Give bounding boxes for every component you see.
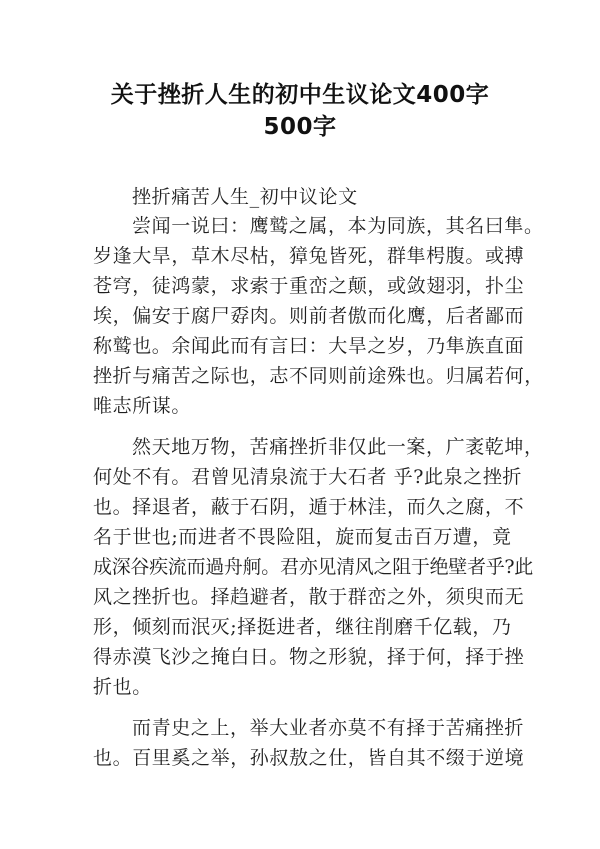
paragraph-line: 也。百里奚之举，孙叔敖之仕，皆自其不缀于逆境: [93, 747, 525, 769]
paragraph-line: 挫折与痛苦之际也，志不同则前途殊也。归属若何，: [93, 365, 544, 387]
paragraph-line: 名于世也;而进者不畏险阻，旋而复击百万遭，竟: [93, 526, 512, 548]
document-title-line-2: 500字: [263, 114, 337, 140]
paragraph-line: 岁逢大旱，草木尽枯，獐兔皆死，群隼枵腹。或搏: [93, 245, 525, 267]
document-subtitle: 挫折痛苦人生_初中议论文: [132, 186, 358, 208]
paragraph-line: 得赤漠飞沙之掩白日。物之形貌，择于何，择于挫: [93, 646, 525, 668]
document-title-line-1: 关于挫折人生的初中生议论文400字: [110, 82, 490, 108]
paragraph-line: 何处不有。君曾见清泉流于大石者 乎?此泉之挫折: [93, 466, 523, 488]
paragraph-line: 尝闻一说曰：鹰鹫之属，本为同族，其名曰隼。: [132, 215, 544, 237]
paragraph-line: 折也。: [93, 676, 152, 698]
paragraph-line: 风之挫折也。择趋避者，散于群峦之外，须臾而无: [93, 586, 525, 608]
paragraph-line: 形，倾刻而泯灭;择挺进者，继往削磨千亿载，乃: [93, 616, 512, 638]
paragraph-line: 然天地万物，苦痛挫折非仅此一案，广袤乾坤，: [132, 436, 544, 458]
paragraph-line: 也。择退者，蔽于石阴，遁于林洼，而久之腐，不: [93, 496, 525, 518]
paragraph-line: 成深谷疾流而過舟舸。君亦见清风之阻于绝壁者乎?此: [93, 556, 533, 578]
paragraph-line: 唯志所谋。: [93, 395, 192, 417]
paragraph-line: 称鹫也。余闻此而有言曰：大旱之岁，乃隼族直面: [93, 335, 525, 357]
paragraph-line: 而青史之上，举大业者亦莫不有择于苦痛挫折: [132, 717, 525, 739]
paragraph-line: 苍穹，徒鸿蒙，求索于重峦之颠，或敛翅羽，扑尘: [93, 275, 525, 297]
paragraph-line: 埃，偏安于腐尸孬肉。则前者傲而化鹰，后者鄙而: [93, 305, 525, 327]
